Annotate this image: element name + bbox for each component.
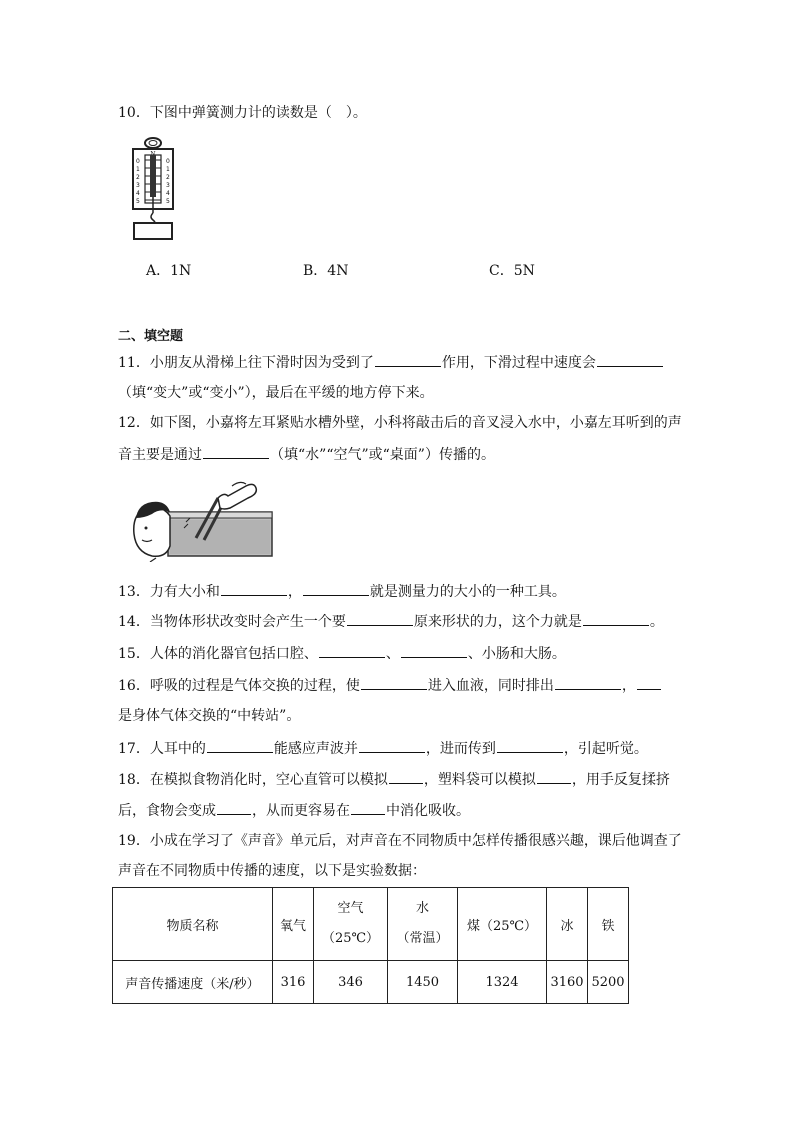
table-cell: 346 (314, 961, 388, 1004)
svg-text:3: 3 (136, 182, 140, 189)
q19-line2: 声音在不同物质中传播的速度，以下是实验数据： (118, 863, 426, 879)
q11-blank-2[interactable] (597, 352, 663, 367)
table-row-header: 物质名称 (113, 888, 273, 961)
q16-blank-1[interactable] (361, 675, 427, 690)
table-cell: 3160 (547, 961, 588, 1004)
left-scale (136, 158, 140, 205)
q12-line2: 音主要是通过 （填“水”“空气”或“桌面”）传播的。 (118, 444, 495, 465)
q11-line1: 11．小朋友从滑梯上往下滑时因为受到了 作用，下滑过程中速度会 (118, 352, 664, 373)
table-header-cell: 空气 （25℃） (314, 888, 388, 961)
table-row-header: 声音传播速度（米/秒） (113, 961, 273, 1004)
svg-text:0: 0 (166, 158, 170, 165)
q16-blank-3[interactable] (637, 675, 661, 690)
q12-line1: 12．如下图，小嘉将左耳紧贴水槽外壁，小科将敲击后的音叉浸入水中，小嘉左耳听到的声 (118, 415, 682, 431)
q10-stem: 10．下图中弹簧测力计的读数是（ ）。 (118, 105, 367, 121)
section-title: 二、填空题 (118, 329, 184, 344)
table-cell: 1450 (388, 961, 458, 1004)
table-cell: 5200 (588, 961, 629, 1004)
table-header-cell: 冰 (547, 888, 588, 961)
table-cell: 316 (273, 961, 314, 1004)
q14-line: 14．当物体形状改变时会产生一个要 原来形状的力，这个力就是 。 (118, 611, 664, 632)
q18-blank-1[interactable] (389, 769, 423, 784)
q16-line1: 16．呼吸的过程是气体交换的过程，使 进入血液，同时排出 ， (118, 675, 662, 696)
q15-line: 15．人体的消化器官包括口腔、 、 、小肠和大肠。 (118, 643, 566, 664)
q18-blank-4[interactable] (351, 800, 385, 815)
svg-text:1: 1 (166, 166, 170, 173)
q16-line2: 是身体气体交换的“中转站”。 (118, 708, 301, 724)
svg-text:5: 5 (136, 198, 140, 205)
q14-blank-2[interactable] (583, 611, 649, 626)
svg-text:2: 2 (136, 174, 140, 181)
table-row-speeds (113, 961, 629, 1004)
spring-scale-figure (130, 137, 176, 241)
q11-blank-1[interactable] (375, 352, 441, 367)
table-header-cell: 水 （常温） (388, 888, 458, 961)
table-header-cell: 煤（25℃） (458, 888, 547, 961)
q17-blank-2[interactable] (359, 738, 425, 753)
q12-blank[interactable] (203, 444, 269, 459)
table-row-materials (113, 888, 629, 961)
tuning-fork-experiment-figure (126, 478, 276, 562)
table-header-cell: 氧气 (273, 888, 314, 961)
q13-line: 13．力有大小和 ， 就是测量力的大小的一种工具。 (118, 581, 566, 602)
q14-blank-1[interactable] (347, 611, 413, 626)
svg-text:4: 4 (136, 190, 140, 197)
q18-line1: 18．在模拟食物消化时，空心直管可以模拟 ，塑料袋可以模拟 ，用手反复揉挤 (118, 769, 670, 790)
sound-speed-table (112, 887, 629, 1004)
q18-blank-2[interactable] (537, 769, 571, 784)
svg-text:5: 5 (166, 198, 170, 205)
q10-option-c[interactable]: C．5N (489, 263, 535, 279)
svg-text:3: 3 (166, 182, 170, 189)
svg-text:0: 0 (136, 158, 140, 165)
q10-option-a[interactable]: A．1N (146, 263, 192, 279)
right-scale (166, 158, 170, 205)
q16-blank-2[interactable] (555, 675, 621, 690)
q15-blank-1[interactable] (319, 643, 385, 658)
q10-option-b[interactable]: B．4N (303, 263, 349, 279)
q17-line: 17．人耳中的 能感应声波并 ，进而传到 ，引起听觉。 (118, 738, 648, 759)
table-header-cell: 铁 (588, 888, 629, 961)
q18-line2: 后，食物会变成 ，从而更容易在 中消化吸收。 (118, 800, 470, 821)
table-cell: 1324 (458, 961, 547, 1004)
q13-blank-1[interactable] (221, 581, 287, 596)
svg-text:2: 2 (166, 174, 170, 181)
q19-line1: 19．小成在学习了《声音》单元后，对声音在不同物质中怎样传播很感兴趣，课后他调查了 (118, 833, 682, 849)
q15-blank-2[interactable] (401, 643, 467, 658)
q11-line2: （填“变大”或“变小”），最后在平缓的地方停下来。 (118, 385, 434, 401)
q13-blank-2[interactable] (303, 581, 369, 596)
q17-blank-3[interactable] (497, 738, 563, 753)
svg-text:4: 4 (166, 190, 170, 197)
q18-blank-3[interactable] (217, 800, 251, 815)
q17-blank-1[interactable] (207, 738, 273, 753)
svg-text:1: 1 (136, 166, 140, 173)
